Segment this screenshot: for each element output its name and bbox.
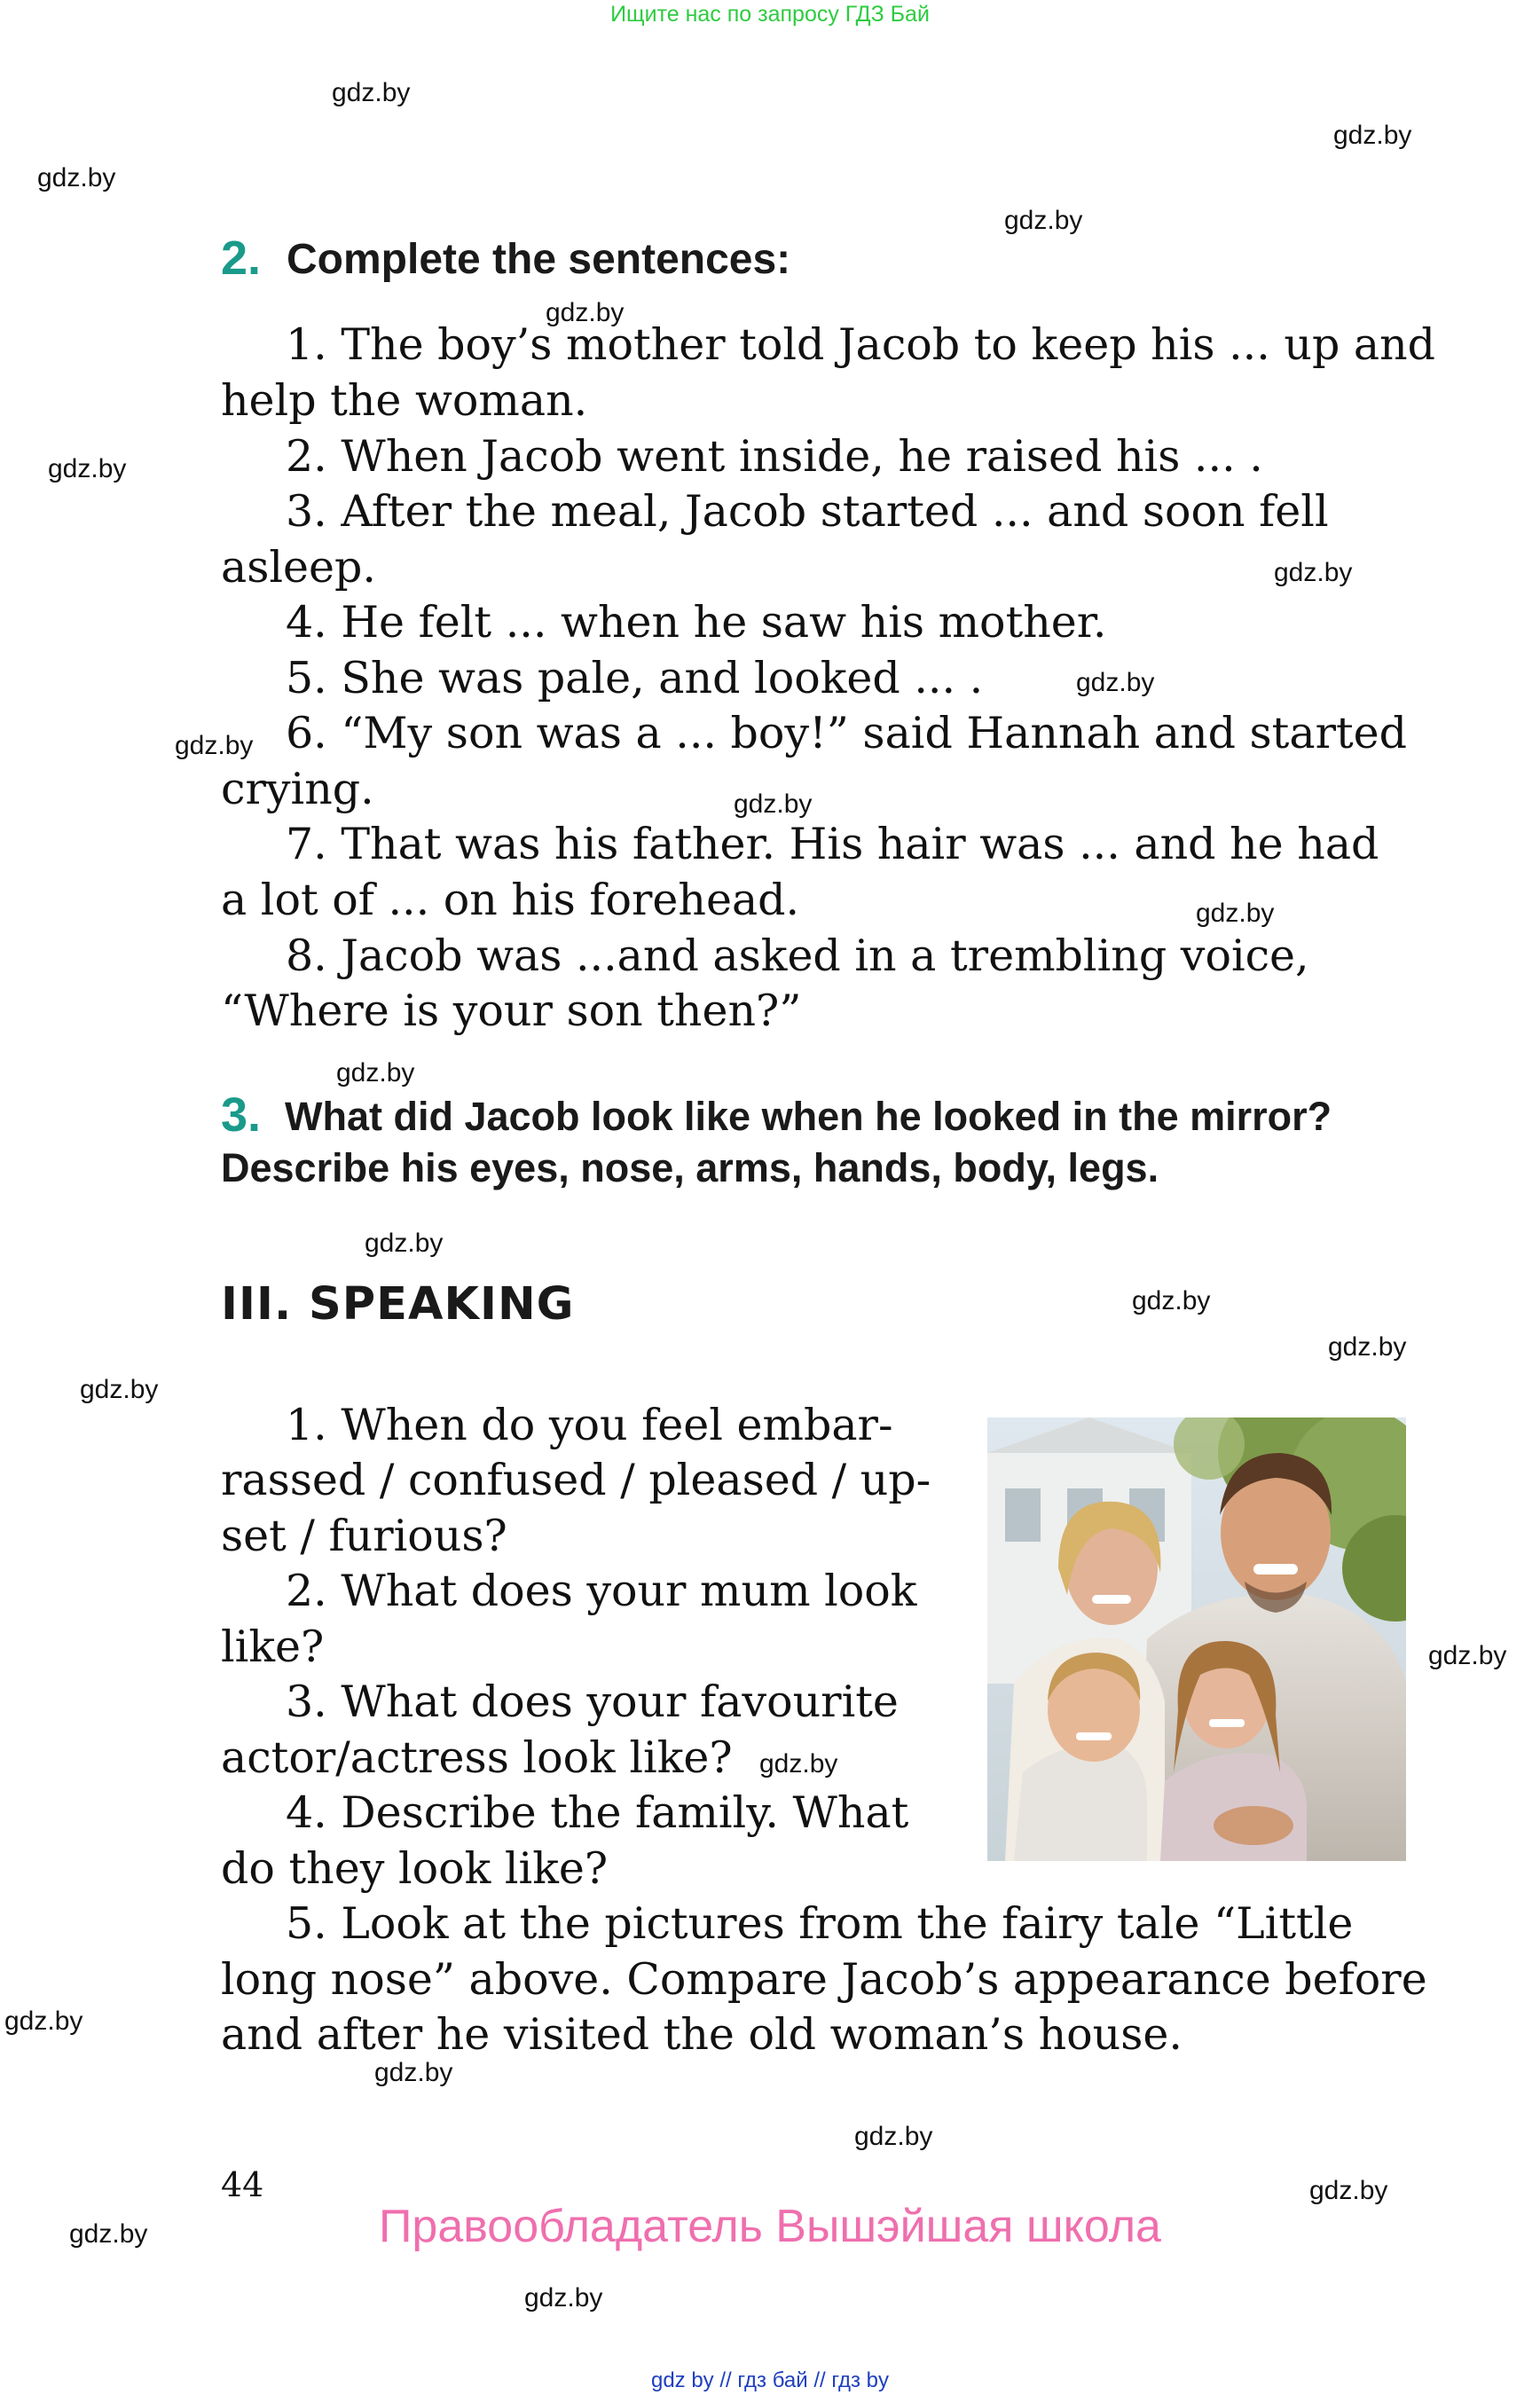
question-line: long nose” above. Compare Jacob’s appearance before bbox=[221, 1954, 1427, 2005]
sentence-line: 2. When Jacob went inside, he raised his ... . bbox=[286, 431, 1263, 482]
exercise-number: 3. bbox=[221, 1088, 262, 1142]
question-line: and after he visited the old woman’s house. bbox=[221, 2009, 1182, 2060]
question-line: 2. What does your mum look bbox=[286, 1566, 917, 1616]
copyright-notice: Правообладатель Вышэйшая школа bbox=[379, 2201, 1161, 2252]
sentence-line: crying. bbox=[221, 764, 374, 814]
watermark: gdz.by bbox=[854, 2122, 933, 2151]
watermark: gdz.by bbox=[1309, 2176, 1388, 2205]
watermark: gdz.by bbox=[175, 731, 254, 760]
question-line: set / furious? bbox=[221, 1511, 507, 1561]
watermark: gdz.by bbox=[365, 1229, 444, 1258]
watermark: gdz.by bbox=[1196, 899, 1275, 928]
watermark: gdz.by bbox=[759, 1749, 838, 1779]
family-photo bbox=[987, 1417, 1406, 1861]
watermark: gdz.by bbox=[332, 78, 411, 107]
watermark: gdz.by bbox=[734, 789, 813, 819]
question-line: 1. When do you feel embar- bbox=[286, 1400, 893, 1450]
question-line: do they look like? bbox=[221, 1843, 609, 1894]
watermark: gdz.by bbox=[1274, 558, 1353, 587]
watermark: gdz.by bbox=[374, 2058, 453, 2087]
sentence-line: 1. The boy’s mother told Jacob to keep his ... up and bbox=[286, 319, 1436, 370]
watermark: gdz.by bbox=[1132, 1286, 1211, 1315]
sentence-line: 5. She was pale, and looked ... . bbox=[286, 653, 984, 703]
sentence-line: help the woman. bbox=[221, 375, 588, 426]
watermark: gdz.by bbox=[546, 298, 625, 327]
exercise-number: 2. bbox=[221, 232, 262, 285]
exercise-question: Describe his eyes, nose, arms, hands, body, legs. bbox=[221, 1145, 1159, 1190]
sentence-line: asleep. bbox=[221, 542, 376, 593]
sentence-line: 3. After the meal, Jacob started ... and soon fell bbox=[286, 486, 1329, 537]
question-line: like? bbox=[221, 1622, 325, 1672]
watermark: gdz.by bbox=[1333, 121, 1412, 150]
sentence-line: a lot of ... on his forehead. bbox=[221, 875, 800, 925]
footer-links[interactable]: gdz by // гдз бай // гдз by bbox=[650, 2368, 890, 2392]
watermark: gdz.by bbox=[4, 2006, 83, 2036]
question-line: 3. What does your favourite bbox=[286, 1677, 899, 1727]
watermark: gdz.by bbox=[1328, 1332, 1407, 1362]
watermark: gdz.by bbox=[69, 2219, 148, 2249]
sentence-line: 7. That was his father. His hair was ... and he had bbox=[286, 819, 1379, 869]
watermark: gdz.by bbox=[336, 1058, 415, 1088]
watermark: gdz.by bbox=[524, 2283, 603, 2313]
exercise-question: What did Jacob look like when he looked in the mirror? bbox=[285, 1094, 1332, 1139]
page-number: 44 bbox=[221, 2165, 264, 2204]
sentence-line: “Where is your son then?” bbox=[221, 986, 802, 1036]
question-line: 4. Describe the family. What bbox=[286, 1787, 909, 1838]
sentence-line: 4. He felt ... when he saw his mother. bbox=[286, 597, 1107, 648]
top-banner[interactable]: Ищите нас по запросу ГДЗ Бай bbox=[610, 2, 930, 27]
question-line: actor/actress look like? bbox=[221, 1732, 733, 1783]
watermark: gdz.by bbox=[48, 454, 127, 483]
sentence-line: 6. “My son was a ... boy!” said Hannah and started bbox=[286, 708, 1408, 758]
question-line: 5. Look at the pictures from the fairy tale “Little bbox=[286, 1898, 1354, 1949]
sentence-line: 8. Jacob was ...and asked in a trembling voice, bbox=[286, 931, 1309, 981]
exercise-title: Complete the sentences: bbox=[287, 236, 791, 283]
watermark: gdz.by bbox=[1428, 1641, 1507, 1670]
watermark: gdz.by bbox=[1076, 668, 1155, 697]
watermark: gdz.by bbox=[80, 1375, 159, 1404]
watermark: gdz.by bbox=[1004, 206, 1083, 235]
question-line: rassed / confused / pleased / up- bbox=[221, 1455, 931, 1505]
section-title: III. SPEAKING bbox=[221, 1278, 575, 1331]
watermark: gdz.by bbox=[37, 163, 116, 192]
